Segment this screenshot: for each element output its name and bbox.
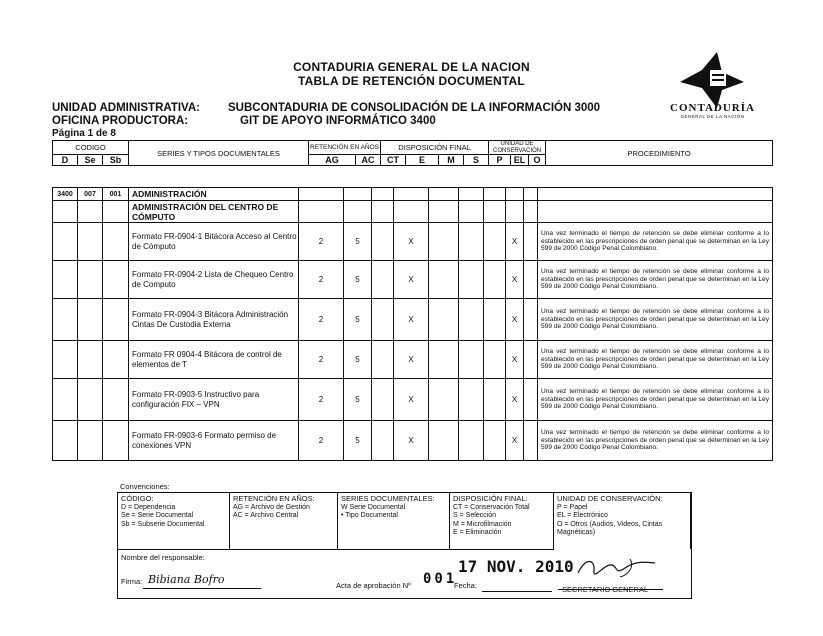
col-se: Se: [78, 155, 103, 166]
el-mark: X: [506, 223, 524, 261]
col-ct: CT: [381, 155, 406, 166]
section-d: 3400: [53, 188, 78, 201]
acta-number: 001: [423, 571, 458, 587]
ac-value: 5: [344, 223, 372, 261]
ag-value: 2: [299, 223, 344, 261]
col-ag: AG: [309, 155, 356, 166]
col-ac: AC: [356, 155, 381, 166]
conv-codigo-line: Se = Serie Documental: [121, 512, 194, 519]
unidad-label: UNIDAD ADMINISTRATIVA:: [52, 102, 200, 114]
e-mark: X: [394, 299, 429, 341]
section-sb: 001: [103, 188, 129, 201]
conv-retencion-line: AG = Archivo de Gestión: [233, 503, 310, 511]
fecha-label: Fecha:: [454, 581, 477, 590]
e-mark: X: [394, 379, 429, 421]
secretario-label: SECRETARIO GENERAL: [562, 585, 649, 594]
col-d: D: [53, 155, 78, 166]
column-header-table: [52, 140, 773, 166]
firma-label: Firma:: [121, 577, 143, 586]
unidad-value: SUBCONTADURIA DE CONSOLIDACIÓN DE LA INFORMACIÓN 3000: [228, 102, 601, 114]
document-type-name: Formato FR-0903-5 Instructivo para configuración FIX – VPN: [129, 379, 299, 421]
retencion-header: RETENCIÓN EN AÑOS: [309, 141, 381, 155]
firma-signature: Bibiana Bofro: [148, 573, 225, 586]
conv-codigo-line: D = Dependencia: [121, 503, 176, 511]
conv-disposicion-line: E = Eliminación: [453, 529, 502, 536]
unidad-header: UNIDAD DE CONSERVACIÓN: [489, 141, 546, 155]
conv-disposicion: [450, 493, 554, 549]
el-mark: X: [506, 421, 524, 461]
col-s: S: [464, 155, 489, 166]
series-header: SERIES Y TIPOS DOCUMENTALES: [129, 141, 309, 166]
ac-value: 5: [344, 421, 372, 461]
conv-retencion: [230, 493, 338, 549]
conv-disposicion-line: S = Selección: [453, 512, 496, 519]
table-row: [53, 341, 773, 379]
procedure-text: Una vez terminado el tiempo de retención se debe eliminar conforme a lo establecido en las prescripciones de orden penal que se determinan en la Ley 599 de 2000 Código Penal Colombiano.: [538, 223, 773, 261]
procedure-text: Una vez terminado el tiempo de retención se debe eliminar conforme a lo establecido en las prescripciones de orden penal que se determinan en la Ley 599 de 2000 Código Penal Colombiano.: [538, 299, 773, 341]
logo-text: CONTADURÍA: [670, 102, 755, 114]
conv-unidad-line: EL = Electrónico: [557, 512, 608, 519]
procedure-text: Una vez terminado el tiempo de retención se debe eliminar conforme a lo establecido en las prescripciones de orden penal que se determinan en la Ley 599 de 2000 Código Penal Colombiano.: [538, 421, 773, 461]
conv-series-heading: SERIES DOCUMENTALES:: [341, 494, 435, 503]
document-title: CONTADURIA GENERAL DE LA NACION: [293, 60, 530, 74]
e-mark: X: [394, 341, 429, 379]
conventions-title: Convenciones:: [120, 482, 170, 491]
conv-retencion-heading: RETENCIÓN EN AÑOS:: [233, 494, 315, 503]
conv-unidad-line: P = Papel: [557, 503, 588, 511]
conv-unidad: [554, 493, 691, 549]
col-el: EL: [511, 155, 529, 166]
ag-value: 2: [299, 261, 344, 299]
document-type-name: Formato FR 0904-4 Bitácora de control de elementos de T: [129, 341, 299, 379]
table-row: [53, 261, 773, 299]
ac-value: 5: [344, 341, 372, 379]
conv-disposicion-heading: DISPOSICIÓN FINAL:: [453, 494, 528, 503]
procedure-text: Una vez terminado el tiempo de retención se debe eliminar conforme a lo establecido en las prescripciones de orden penal que se determinan en la Ley 599 de 2000 Código Penal Colombiano.: [538, 261, 773, 299]
section-row: [53, 188, 773, 201]
procedimiento-header: PROCEDIMIENTO: [546, 141, 773, 166]
secretario-signature: [570, 553, 660, 583]
conv-codigo-heading: CÓDIGO:: [121, 494, 154, 503]
responsable-label: Nombre del responsable:: [121, 553, 205, 562]
subserie-name: ADMINISTRACIÓN DEL CENTRO DE CÓMPUTO: [129, 201, 299, 223]
ac-value: 5: [344, 261, 372, 299]
table-row: [53, 379, 773, 421]
conv-unidad-heading: UNIDAD DE CONSERVACIÓN:: [557, 494, 663, 503]
page-indicator: Página 1 de 8: [52, 128, 116, 139]
codigo-header: CODIGO: [53, 141, 129, 155]
document-type-name: Formato FR-0904-2 Lista de Chequeo Centro de Computo: [129, 261, 299, 299]
subserie-row: [53, 201, 773, 223]
e-mark: X: [394, 261, 429, 299]
conv-disposicion-line: M = Microfilmación: [453, 520, 512, 528]
col-m: M: [439, 155, 464, 166]
conv-unidad-line: O = Otros (Audios, Videos, Cintas Magnéticas): [557, 520, 663, 536]
section-se: 007: [78, 188, 103, 201]
ag-value: 2: [299, 379, 344, 421]
table-row: [53, 223, 773, 261]
acta-label: Acta de aprobación Nº: [336, 581, 411, 590]
document-type-name: Formato FR-0904-1 Bitácora Acceso al Centro de Cómputo: [129, 223, 299, 261]
table-row: [53, 421, 773, 461]
conv-series-line: W Serie Documental: [341, 503, 406, 511]
conv-codigo: [118, 493, 230, 549]
ac-value: 5: [344, 379, 372, 421]
e-mark: X: [394, 223, 429, 261]
conv-retencion-line: AC = Archivo Central: [233, 512, 299, 519]
col-e: E: [406, 155, 439, 166]
col-o: O: [529, 155, 546, 166]
el-mark: X: [506, 379, 524, 421]
document-type-name: Formato FR-0904-3 Bitácora Administración Cintas De Custodia Externa: [129, 299, 299, 341]
col-p: P: [489, 155, 511, 166]
ag-value: 2: [299, 421, 344, 461]
fecha-stamp: 17 NOV. 2010: [458, 557, 574, 576]
logo-subtext: GENERAL DE LA NACIÓN: [680, 114, 745, 119]
ag-value: 2: [299, 341, 344, 379]
serie-name: ADMINISTRACIÓN: [129, 188, 299, 201]
procedure-text: Una vez terminado el tiempo de retención se debe eliminar conforme a lo establecido en las prescripciones de orden penal que se determinan en la Ley 599 de 2000 Código Penal Colombiano.: [538, 341, 773, 379]
conv-codigo-line: Sb = Subserie Documental: [121, 520, 205, 528]
retention-table: [52, 187, 773, 461]
document-type-name: Formato FR-0903-6 Formato permiso de conexiones VPN: [129, 421, 299, 461]
oficina-label: OFICINA PRODUCTORA:: [52, 115, 189, 127]
oficina-value: GIT DE APOYO INFORMÁTICO 3400: [240, 115, 436, 127]
table-row: [53, 299, 773, 341]
conv-disposicion-line: CT = Conservación Total: [453, 503, 530, 511]
e-mark: X: [394, 421, 429, 461]
conventions-box: [117, 492, 692, 599]
conv-series-line: • Tipo Documental: [341, 512, 398, 519]
disposicion-header: DISPOSICIÓN FINAL: [381, 141, 489, 155]
el-mark: X: [506, 341, 524, 379]
document-subtitle: TABLA DE RETENCIÓN DOCUMENTAL: [298, 74, 525, 88]
el-mark: X: [506, 261, 524, 299]
ac-value: 5: [344, 299, 372, 341]
conv-series: [338, 493, 450, 549]
col-sb: Sb: [103, 155, 129, 166]
el-mark: X: [506, 299, 524, 341]
procedure-text: Una vez terminado el tiempo de retención se debe eliminar conforme a lo establecido en las prescripciones de orden penal que se determinan en la Ley 599 de 2000 Código Penal Colombiano.: [538, 379, 773, 421]
ag-value: 2: [299, 299, 344, 341]
